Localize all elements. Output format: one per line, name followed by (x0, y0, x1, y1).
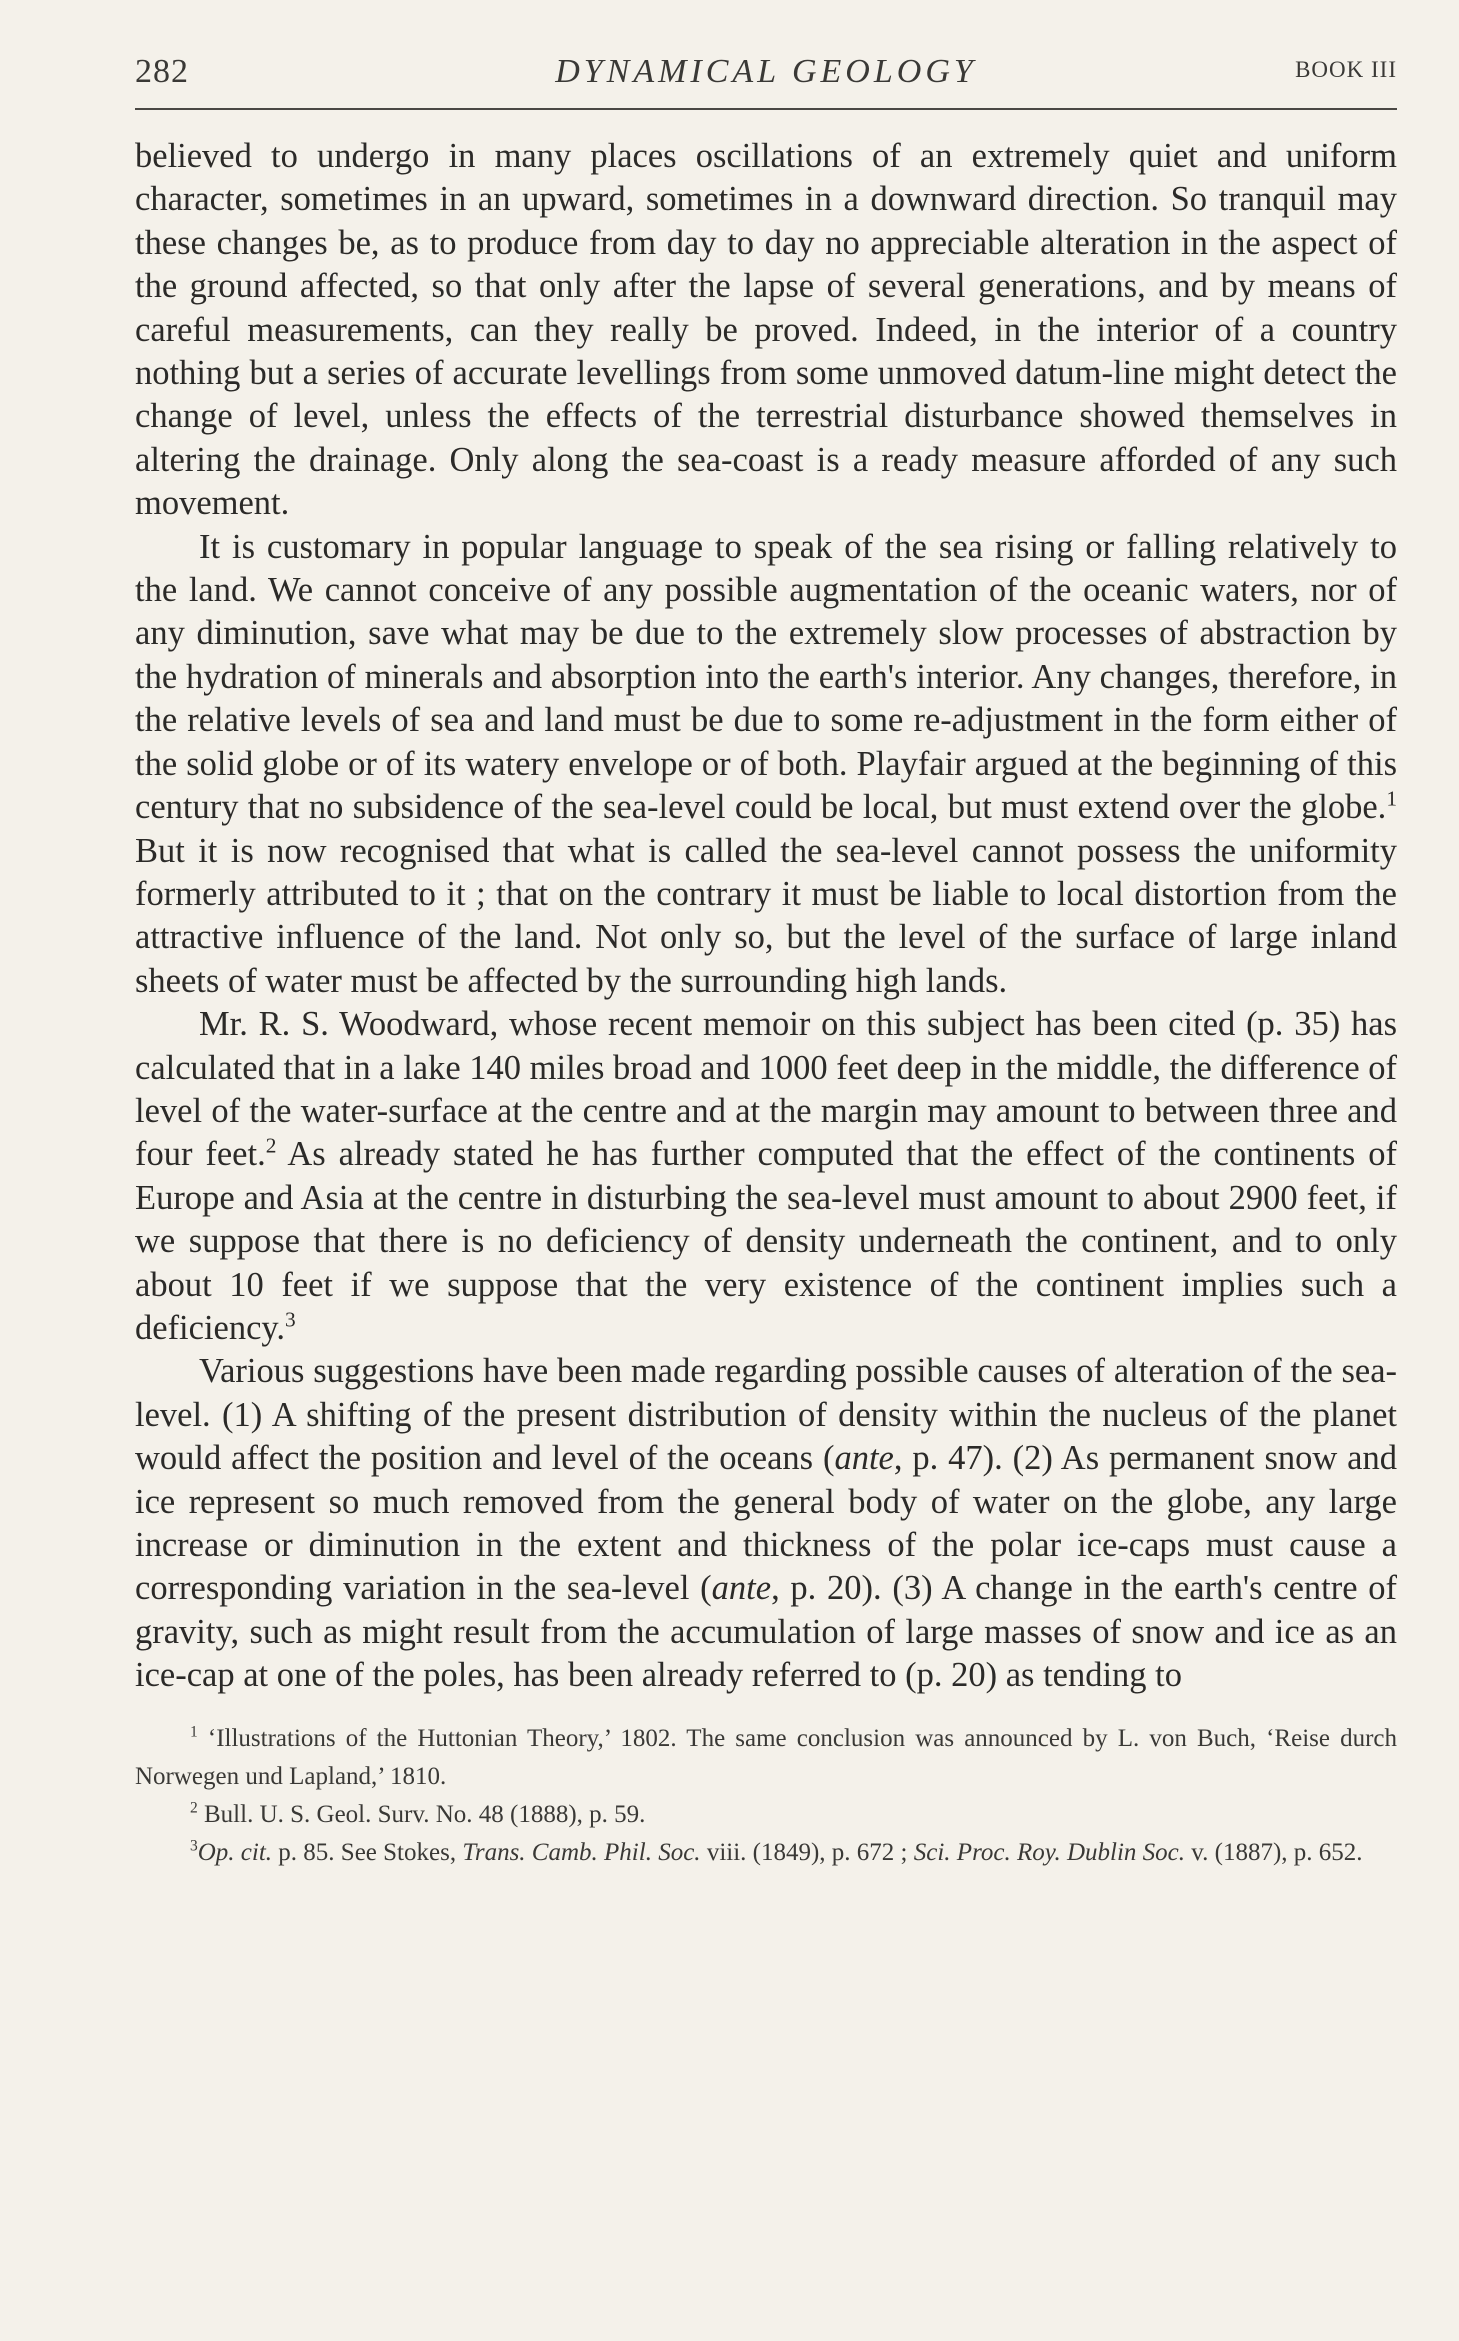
paragraph-1 (135, 135, 1397, 526)
paragraph-3-text-b: As already stated he has further computed that the effect of the continents of Europe and Asia at the centre in disturbing the sea-level must amount to about 2900 feet, if we suppose that there is no deficiency of density underneath the continent, and to only about 10 feet if we suppose that the very existence of the continent implies such a deficiency. (135, 1135, 1397, 1347)
paragraph-4-text-c: , p. 20). (3) A change in the earth's centre of gravity, such as might result from the accumulation of large masses of snow and ice as an ice-cap at one of the poles, has been already referred to (p. 20) as tending to (135, 1569, 1397, 1695)
footnote-3-text-b: viii. (1849), p. 672 ; (700, 1838, 914, 1866)
footnote-3-journal-1: Trans. Camb. Phil. Soc. (462, 1838, 701, 1866)
paragraph-1-text: believed to undergo in many places oscillations of an extremely quiet and uniform character, sometimes in an upward, sometimes in a downward direction. So tranquil may these changes be, as to produce from day to day no appreciable alteration in the aspect of the ground affected, so that only after the lapse of several generations, and by means of careful measurements, can they really be proved. Indeed, in the interior of a country nothing but a series of accurate levellings from some unmoved datum-line might detect the change of level, unless the effects of the terrestrial disturbance showed themselves in altering the drainage. Only along the sea-coast is a ready measure afforded of any such movement. (135, 137, 1397, 523)
header-rule (135, 108, 1397, 110)
running-head (135, 45, 1397, 105)
footnote-1-mark: 1 (190, 1723, 198, 1741)
paragraph-3 (135, 1003, 1397, 1350)
footnote-2-text: Bull. U. S. Geol. Surv. No. 48 (1888), p. 59. (197, 1800, 646, 1828)
footnote-ref-1: 1 (1386, 786, 1397, 811)
footnotes (135, 1720, 1397, 1872)
running-title: DYNAMICAL GEOLOGY (555, 53, 977, 90)
footnote-3-mark: 3 (190, 1837, 198, 1855)
book-label: BOOK III (1295, 57, 1397, 82)
footnote-3-journal-2: Sci. Proc. Roy. Dublin Soc. (913, 1838, 1185, 1866)
book-page (135, 45, 1397, 1872)
footnote-3-opcit: Op. cit. (197, 1838, 273, 1866)
paragraph-3-text-a: Mr. R. S. Woodward, whose recent memoir on this subject has been cited (p. 35) has calculated that in a lake 140 miles broad and 1000 feet deep in the middle, the difference of level of the water-surface at the centre and at the margin may amount to between three and four feet. (135, 1005, 1397, 1174)
footnote-3-text-c: v. (1887), p. 652. (1185, 1838, 1363, 1866)
ante-citation-1: ante (834, 1439, 894, 1478)
footnote-2-mark: 2 (190, 1799, 198, 1817)
footnote-3 (135, 1834, 1397, 1872)
paragraph-2-text-a: It is customary in popular language to speak of the sea rising or falling relatively to the land. We cannot conceive of any possible augmentation of the oceanic waters, nor of any diminution, save what may be due to the extremely slow processes of abstraction by the hydration of minerals and absorption into the earth's interior. Any changes, therefore, in the relative levels of sea and land must be due to some re-adjustment in the form either of the solid globe or of its watery envelope or of both. Playfair argued at the beginning of this century that no subsidence of the sea-level could be local, but must extend over the globe. (135, 527, 1397, 827)
footnote-3-text-a: p. 85. See Stokes, (272, 1838, 463, 1866)
page-number: 282 (135, 53, 189, 90)
paragraph-4 (135, 1350, 1397, 1697)
footnote-ref-2: 2 (265, 1133, 277, 1158)
paragraph-2-text-b: But it is now recognised that what is called the sea-level cannot possess the uniformity formerly attributed to it ; that on the contrary it must be liable to local distortion from the attractive influence of the land. Not only so, but the level of the surface of large inland sheets of water must be affected by the surrounding high lands. (135, 831, 1397, 1000)
footnote-ref-3: 3 (285, 1307, 296, 1332)
footnote-2 (135, 1796, 1397, 1834)
paragraph-4-text-a: Various suggestions have been made regarding possible causes of alteration of the sea-level. (1) A shifting of the present distribution of density within the nucleus of the planet would affect the position and level of the oceans ( (135, 1352, 1397, 1478)
footnote-1-text: ‘Illustrations of the Huttonian Theory,’ 1802. The same conclusion was announced by L. von Buch, ‘Reise durch Norwegen und Lapland,’ 1810. (135, 1724, 1397, 1790)
footnote-1 (135, 1720, 1397, 1796)
ante-citation-2: ante (711, 1569, 772, 1608)
paragraph-4-text-b: , p. 47). (2) As permanent snow and ice represent so much removed from the general body of water on the globe, any large increase or diminution in the extent and thickness of the polar ice-caps must cause a corresponding variation in the sea-level ( (135, 1439, 1397, 1608)
body-text (135, 135, 1397, 1698)
paragraph-2 (135, 526, 1397, 1003)
